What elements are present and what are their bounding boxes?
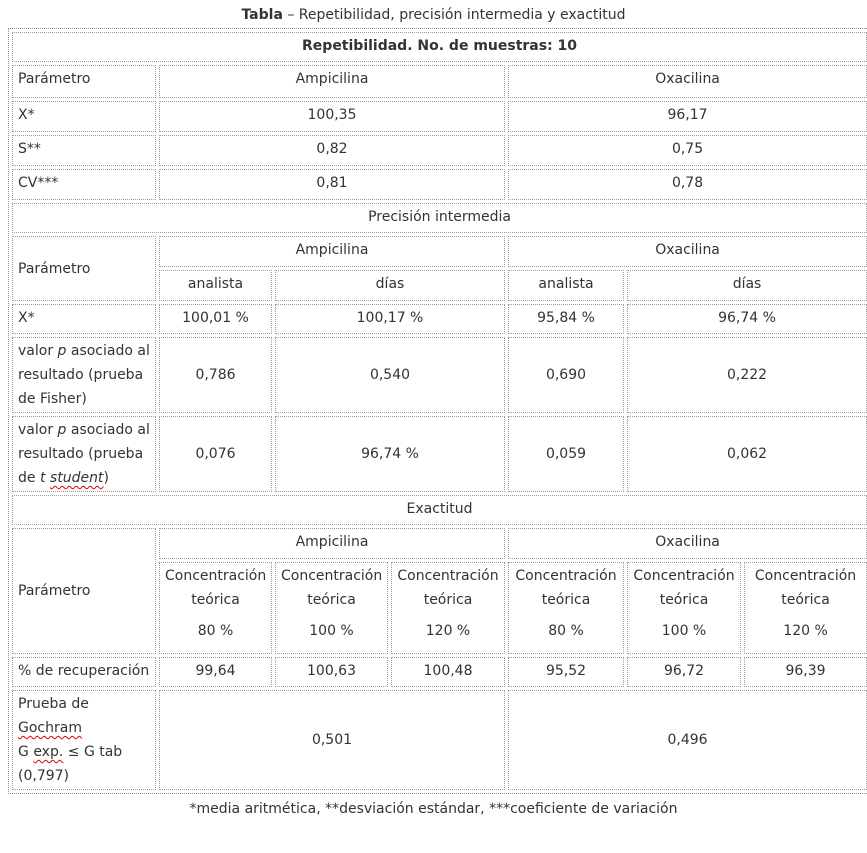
page-title-bold: Tabla — [241, 7, 283, 23]
fisher-oxa-analista: 0,690 — [508, 337, 624, 413]
value-cv-ampicilina: 0,81 — [159, 169, 505, 200]
exactitud-param-header: Parámetro — [12, 528, 156, 654]
conc-pct: 80 % — [548, 623, 584, 639]
recovery-oxa-120: 96,39 — [744, 657, 867, 687]
precision-x-amp-analista: 100,01 % — [159, 304, 272, 334]
conc-label: Concentración teórica — [754, 568, 857, 608]
exactitud-drug-header-row — [12, 528, 867, 559]
page-title-rest: – Repetibilidad, precisión intermedia y exactitud — [282, 7, 626, 23]
repetibilidad-param-header: Parámetro — [12, 65, 156, 98]
precision-x-amp-dias: 100,17 % — [275, 304, 505, 334]
gochram-misspelled-word: Gochram — [18, 720, 82, 736]
precision-row-x — [12, 304, 867, 334]
fisher-label-p-italic: p — [57, 343, 67, 359]
conc-label: Concentración teórica — [515, 568, 617, 608]
precision-row-label-x: X* — [12, 304, 156, 334]
gochram-label-part: G — [18, 744, 34, 760]
section-row-repetibilidad — [12, 32, 867, 62]
value-x-oxacilina: 96,17 — [508, 101, 867, 132]
conc-header-oxa-120 — [744, 562, 867, 654]
precision-row-label-fisher — [12, 337, 156, 413]
exactitud-gochram-row — [12, 690, 867, 790]
section-row-precision — [12, 203, 867, 233]
row-label-cv: CV*** — [12, 169, 156, 200]
recovery-amp-100: 100,63 — [275, 657, 388, 687]
gochram-value-oxacilina: 0,496 — [508, 690, 867, 790]
gochram-row-label — [12, 690, 156, 790]
recovery-row-label: % de recuperación — [12, 657, 156, 687]
precision-amp-dias-header: días — [275, 270, 505, 301]
section-row-exactitud — [12, 495, 867, 525]
fisher-oxa-dias: 0,222 — [627, 337, 867, 413]
value-x-ampicilina: 100,35 — [159, 101, 505, 132]
fisher-label-part: asociado al resultado (prueba de Fisher) — [18, 343, 150, 407]
repetibilidad-ampicilina-header: Ampicilina — [159, 65, 505, 98]
value-s-ampicilina: 0,82 — [159, 135, 505, 166]
repetibilidad-row-x — [12, 101, 867, 132]
gochram-value-ampicilina: 0,501 — [159, 690, 505, 790]
conc-pct: 120 % — [425, 623, 471, 639]
tstudent-amp-analista: 0,076 — [159, 416, 272, 492]
exactitud-ampicilina-header: Ampicilina — [159, 528, 505, 559]
recovery-amp-120: 100,48 — [391, 657, 505, 687]
conc-pct: 100 % — [661, 623, 707, 639]
results-table — [8, 28, 867, 794]
conc-label: Concentración teórica — [397, 568, 499, 608]
conc-header-oxa-100 — [627, 562, 741, 654]
value-cv-oxacilina: 0,78 — [508, 169, 867, 200]
gochram-label-line2 — [18, 740, 150, 764]
section-header-exactitud: Exactitud — [12, 495, 867, 525]
precision-oxacilina-header: Oxacilina — [508, 236, 867, 267]
precision-param-header: Parámetro — [12, 236, 156, 301]
conc-pct: 120 % — [783, 623, 828, 639]
gochram-label-part: ≤ G tab — [63, 744, 123, 760]
fisher-label-part: valor — [18, 343, 58, 359]
gochram-label-part: Prueba de — [18, 696, 89, 712]
conc-label: Concentración teórica — [165, 568, 267, 608]
tstudent-label-p-italic: p — [57, 422, 67, 438]
precision-row-fisher — [12, 337, 867, 413]
tstudent-oxa-dias: 0,062 — [627, 416, 867, 492]
repetibilidad-column-header-row — [12, 65, 867, 98]
repetibilidad-row-s — [12, 135, 867, 166]
precision-row-label-tstudent — [12, 416, 156, 492]
conc-label: Concentración teórica — [281, 568, 383, 608]
tstudent-label-student-misspelled: student — [49, 470, 104, 486]
row-label-s: S** — [12, 135, 156, 166]
fisher-amp-analista: 0,786 — [159, 337, 272, 413]
conc-pct: 100 % — [309, 623, 354, 639]
precision-x-oxa-dias: 96,74 % — [627, 304, 867, 334]
recovery-oxa-100: 96,72 — [627, 657, 741, 687]
precision-oxa-analista-header: analista — [508, 270, 624, 301]
exactitud-recovery-row — [12, 657, 867, 687]
tstudent-oxa-analista: 0,059 — [508, 416, 624, 492]
tstudent-label-part: valor — [18, 422, 58, 438]
table-footnote: *media aritmética, **desviación estándar, ***coeficiente de variación — [189, 801, 678, 817]
precision-amp-analista-header: analista — [159, 270, 272, 301]
precision-drug-header-row — [12, 236, 867, 267]
value-s-oxacilina: 0,75 — [508, 135, 867, 166]
conc-label: Concentración teórica — [633, 568, 735, 608]
conc-header-amp-100 — [275, 562, 388, 654]
repetibilidad-row-cv — [12, 169, 867, 200]
row-label-x: X* — [12, 101, 156, 132]
conc-header-amp-80 — [159, 562, 272, 654]
conc-header-oxa-80 — [508, 562, 624, 654]
tstudent-label-part: asociado al resultado (prueba de — [18, 422, 150, 486]
gochram-exp-misspelled: exp. — [33, 744, 64, 760]
section-header-precision: Precisión intermedia — [12, 203, 867, 233]
precision-row-tstudent — [12, 416, 867, 492]
conc-pct: 80 % — [197, 623, 234, 639]
gochram-label-line3: (0,797) — [18, 768, 70, 784]
tstudent-label-t-italic: t — [39, 470, 50, 486]
page-title — [0, 0, 867, 27]
exactitud-oxacilina-header: Oxacilina — [508, 528, 867, 559]
recovery-oxa-80: 95,52 — [508, 657, 624, 687]
fisher-amp-dias: 0,540 — [275, 337, 505, 413]
tstudent-label-part: ) — [103, 470, 109, 486]
section-header-repetibilidad: Repetibilidad. No. de muestras: 10 — [12, 32, 867, 62]
conc-header-amp-120 — [391, 562, 505, 654]
precision-ampicilina-header: Ampicilina — [159, 236, 505, 267]
precision-oxa-dias-header: días — [627, 270, 867, 301]
precision-x-oxa-analista: 95,84 % — [508, 304, 624, 334]
recovery-amp-80: 99,64 — [159, 657, 272, 687]
repetibilidad-oxacilina-header: Oxacilina — [508, 65, 867, 98]
tstudent-amp-dias: 96,74 % — [275, 416, 505, 492]
